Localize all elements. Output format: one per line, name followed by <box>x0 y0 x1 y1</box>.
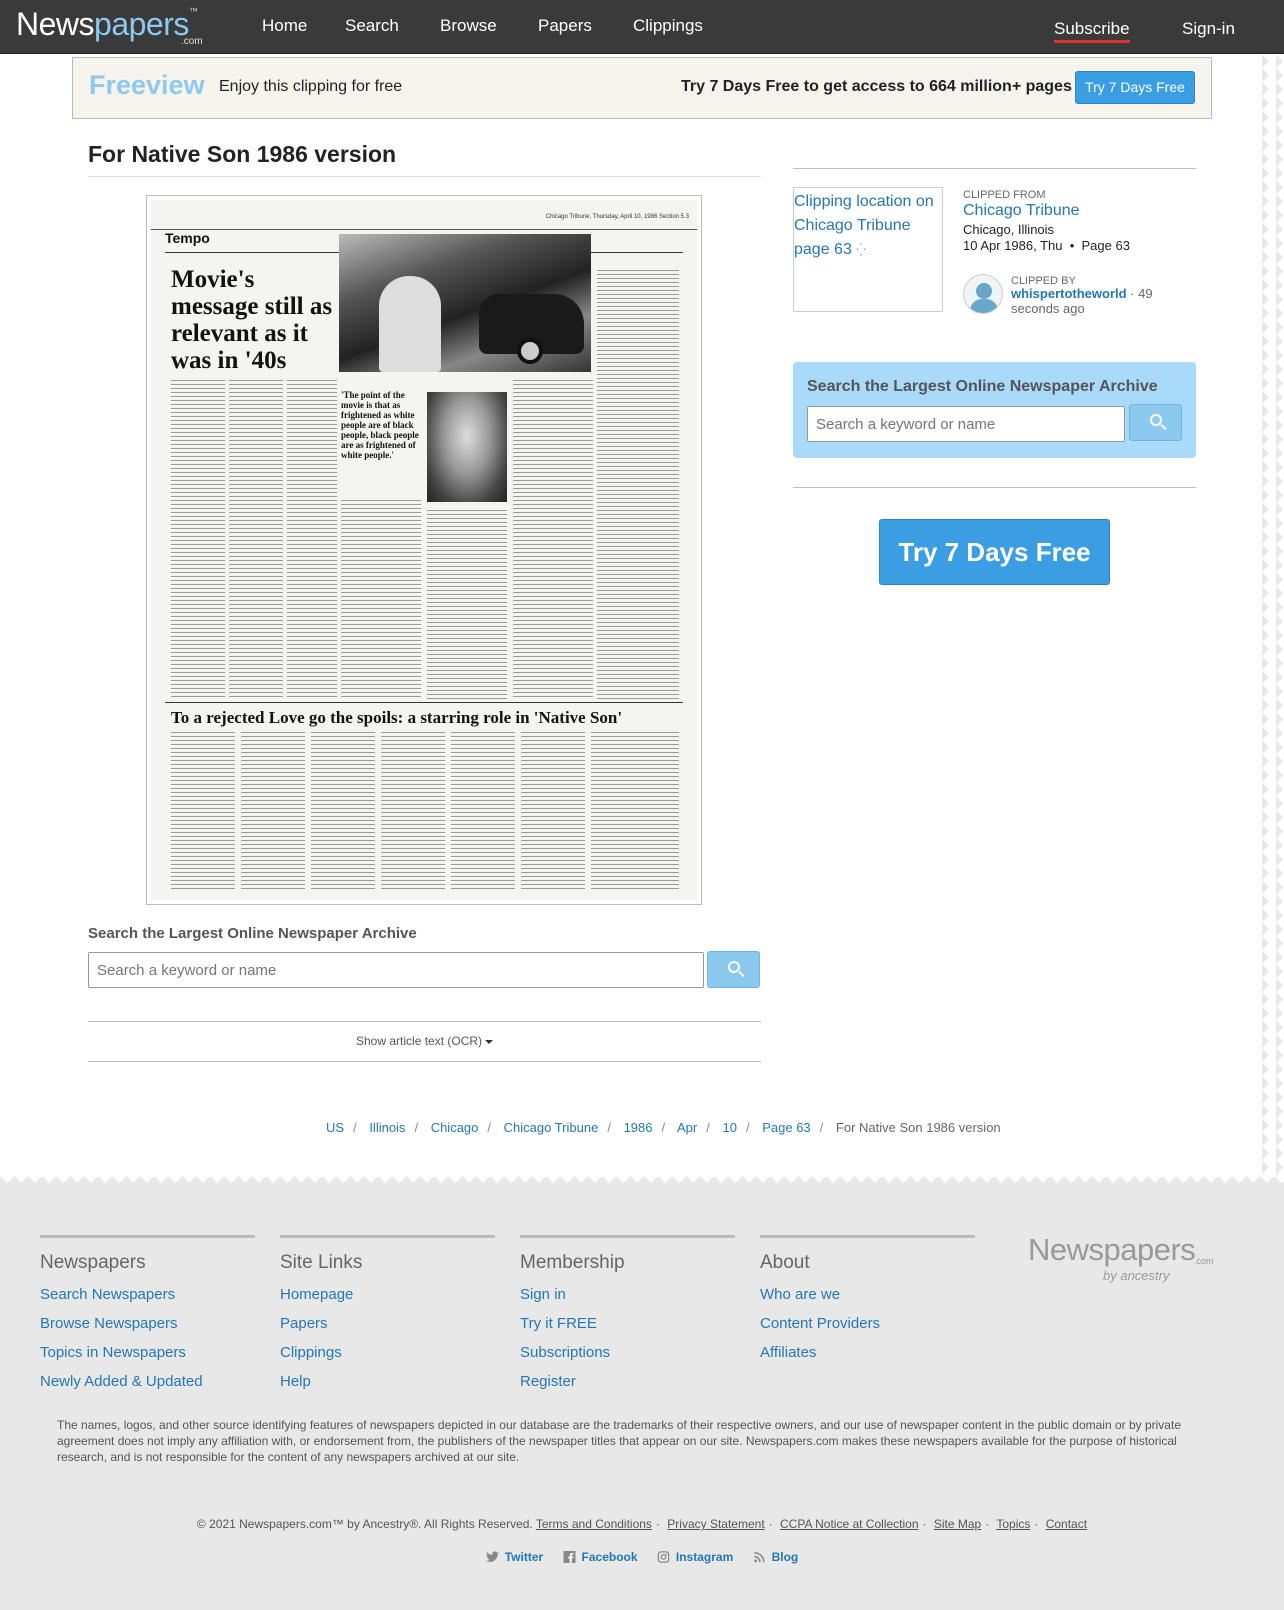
archive-search-button[interactable] <box>707 951 760 988</box>
footer-logo-dotcom: .com <box>1194 1256 1214 1266</box>
nav-browse[interactable]: Browse <box>440 16 497 35</box>
footer-link-sign-in[interactable]: Sign in <box>520 1286 566 1303</box>
footer-column-about <box>760 1235 975 1367</box>
footer-link-homepage[interactable]: Homepage <box>280 1286 354 1303</box>
paper-pull-quote: 'The point of the movie is that as frightened as white people are of black people, black people are as frightened of white people.' <box>341 390 419 460</box>
footer-disclaimer: The names, logos, and other source identifying features of newspapers depicted in our database are the trademarks of their respective owners, and our use of newspaper content in the public domain or by private agreement does not imply any affiliation with, or endorsement from, the publishers of the newspaper titles that appear on our site. Newspapers.com makes these newspapers available for the purpose of historical research, and is not responsible for the content of any newspapers archived at our site. <box>57 1418 1181 1464</box>
footer-link-help[interactable]: Help <box>280 1373 311 1390</box>
nav-signin[interactable]: Sign-in <box>1182 19 1235 38</box>
footer-column-newspapers <box>40 1235 255 1396</box>
paper-date-line: Chicago Tribune, Thursday, April 10, 1986 Section 5 3 <box>545 214 689 220</box>
footer-link-subscriptions[interactable]: Subscriptions <box>520 1344 611 1361</box>
clipped-by-info: whispertotheworld · 49 seconds ago <box>1011 286 1153 316</box>
publication-date-page: 10 Apr 1986, Thu • Page 63 <box>963 238 1130 253</box>
newspapers-logo[interactable] <box>16 6 216 46</box>
breadcrumb-current: For Native Son 1986 version <box>835 1120 1001 1135</box>
freeview-offer: Try 7 Days Free to get access to 664 million+ pages <box>681 78 1072 95</box>
social-links <box>0 1550 1284 1564</box>
footer-copyright: © 2021 Newspapers.com™ by Ancestry®. All Rights Reserved. Terms and Conditions · Privacy Statement · CCPA Notice at Collection · Site Map · Topics · Contact <box>196 1517 1088 1531</box>
ocr-divider-bottom <box>88 1061 761 1062</box>
freeview-trial-button[interactable]: Try 7 Days Free <box>1075 71 1195 104</box>
publication-link[interactable]: Chicago Tribune <box>963 202 1080 219</box>
social-instagram-label: Instagram <box>675 1550 734 1564</box>
copyright-text: © 2021 Newspapers.com™ by Ancestry®. All Rights Reserved. <box>196 1517 533 1531</box>
terms-link[interactable]: Terms and Conditions <box>535 1517 652 1531</box>
logo-word-a: News <box>16 6 95 42</box>
footer-link-search-newspapers[interactable]: Search Newspapers <box>40 1286 176 1303</box>
nav-clippings[interactable]: Clippings <box>633 16 703 35</box>
paper-header <box>151 200 697 230</box>
rss-icon <box>753 1551 766 1563</box>
footer-logo[interactable] <box>1028 1232 1228 1292</box>
clipping-location-thumbnail[interactable] <box>793 187 943 312</box>
try-free-button[interactable]: Try 7 Days Free <box>879 519 1110 585</box>
breadcrumb-chicago-tribune[interactable]: Chicago Tribune <box>503 1120 599 1135</box>
footer-link-topics[interactable]: Topics in Newspapers <box>40 1344 186 1361</box>
paper-text-column <box>427 510 507 700</box>
footer-link-newly-added[interactable]: Newly Added & Updated <box>40 1373 203 1390</box>
social-twitter[interactable] <box>486 1550 547 1564</box>
sidebar-divider-bottom <box>793 487 1196 488</box>
twitter-icon <box>486 1551 499 1563</box>
breadcrumb-us[interactable]: US <box>326 1120 345 1135</box>
social-instagram[interactable] <box>657 1550 737 1564</box>
torn-edge-right <box>1262 54 1284 1184</box>
social-twitter-label: Twitter <box>504 1550 544 1564</box>
nav-papers[interactable]: Papers <box>538 16 592 35</box>
breadcrumb-year[interactable]: 1986 <box>623 1120 653 1135</box>
logo-word-b: papers <box>94 6 189 42</box>
nav-home[interactable]: Home <box>262 16 308 35</box>
sidebar-search-label: Search the Largest Online Newspaper Archive <box>807 378 1158 395</box>
ocr-toggle[interactable] <box>356 1034 493 1048</box>
clipped-by-label: CLIPPED BY <box>1011 275 1076 287</box>
breadcrumb-illinois[interactable]: Illinois <box>369 1120 406 1135</box>
footer-link-clippings[interactable]: Clippings <box>280 1344 342 1361</box>
top-navigation <box>0 0 1284 54</box>
paper-section-name: Tempo <box>165 230 210 246</box>
paper-rule <box>165 702 683 703</box>
sitemap-link[interactable]: Site Map <box>933 1517 982 1531</box>
footer-link-content-providers[interactable]: Content Providers <box>760 1315 881 1332</box>
publication-location: Chicago, Illinois <box>963 222 1055 237</box>
search-icon <box>1150 414 1162 426</box>
sidebar-divider-top <box>793 168 1196 169</box>
ocr-toggle-label: Show article text (OCR) <box>356 1034 483 1048</box>
caret-down-icon <box>485 1040 493 1044</box>
paper-text-column <box>241 732 305 892</box>
footer-heading: Site Links <box>280 1252 363 1273</box>
footer-link-who-are-we[interactable]: Who are we <box>760 1286 841 1303</box>
paper-text-column <box>171 380 225 700</box>
instagram-icon <box>657 1551 670 1563</box>
footer-link-affiliates[interactable]: Affiliates <box>760 1344 817 1361</box>
footer-column-membership <box>520 1235 735 1396</box>
archive-search-label: Search the Largest Online Newspaper Archive <box>88 925 417 942</box>
breadcrumb-page[interactable]: Page 63 <box>762 1120 811 1135</box>
title-divider <box>88 176 761 177</box>
paper-text-column <box>287 380 337 700</box>
footer-link-try-free[interactable]: Try it FREE <box>520 1315 597 1332</box>
nav-search[interactable]: Search <box>345 16 399 35</box>
sidebar-search-button[interactable] <box>1129 404 1182 441</box>
privacy-link[interactable]: Privacy Statement <box>667 1517 765 1531</box>
archive-search-input[interactable] <box>88 952 704 988</box>
paper-text-column <box>311 732 375 892</box>
ocr-divider-top <box>88 1021 761 1022</box>
social-facebook[interactable] <box>563 1550 641 1564</box>
newspaper-page <box>151 200 697 900</box>
footer-heading: About <box>760 1252 810 1273</box>
ccpa-link[interactable]: CCPA Notice at Collection <box>780 1517 919 1531</box>
loading-spinner-icon: ⁛ <box>856 243 866 257</box>
paper-text-column <box>513 380 593 700</box>
torn-edge-bottom <box>0 1176 1284 1190</box>
paper-text-column <box>451 732 515 892</box>
contact-link[interactable]: Contact <box>1045 1517 1088 1531</box>
footer-link-register[interactable]: Register <box>520 1373 576 1390</box>
paper-text-column <box>341 500 421 700</box>
user-icon <box>976 283 992 299</box>
paper-headline-2: To a rejected Love go the spoils: a starring role in 'Native Son' <box>171 708 623 727</box>
footer-column-site-links <box>280 1235 495 1396</box>
clipped-time-ago: 49 seconds ago <box>1011 286 1153 316</box>
avatar[interactable] <box>963 274 1003 314</box>
footer-link-browse-newspapers[interactable]: Browse Newspapers <box>40 1315 178 1332</box>
footer-link-papers[interactable]: Papers <box>280 1315 328 1332</box>
clipped-by-user[interactable]: whispertotheworld <box>1011 286 1127 301</box>
freeview-banner <box>72 57 1212 119</box>
clipped-from-label: CLIPPED FROM <box>963 189 1046 201</box>
sidebar-search-input[interactable] <box>807 406 1125 442</box>
publication-date: 10 Apr 1986, Thu <box>963 238 1063 253</box>
thumbnail-alt-text: Clipping location on Chicago Tribune page 63 ⁛ <box>794 193 934 258</box>
paper-photo-portrait <box>427 392 507 502</box>
paper-text-column <box>229 380 283 700</box>
nav-subscribe[interactable]: Subscribe <box>1054 19 1130 43</box>
footer-logo-word: Newspapers <box>1028 1232 1196 1267</box>
breadcrumb-day[interactable]: 10 <box>722 1120 737 1135</box>
social-facebook-label: Facebook <box>581 1550 638 1564</box>
social-blog[interactable] <box>753 1550 799 1564</box>
social-blog-label: Blog <box>771 1550 799 1564</box>
page-title: For Native Son 1986 version <box>88 141 397 167</box>
paper-text-column <box>171 732 235 892</box>
search-icon <box>728 961 740 973</box>
paper-text-column <box>521 732 585 892</box>
breadcrumb-chicago[interactable]: Chicago <box>430 1120 479 1135</box>
footer-heading: Newspapers <box>40 1252 146 1273</box>
freeview-title: Freeview <box>89 70 205 100</box>
footer-heading: Membership <box>520 1252 625 1273</box>
freeview-subtitle: Enjoy this clipping for free <box>219 78 403 95</box>
publication-page: Page 63 <box>1081 238 1130 253</box>
paper-photo-film-set <box>339 234 591 372</box>
logo-tm: ™ <box>188 6 198 16</box>
paper-text-column <box>597 270 679 700</box>
facebook-icon <box>563 1551 576 1563</box>
ancestry-logo: by ancestry <box>1103 1268 1170 1283</box>
clipping-image[interactable] <box>146 195 702 905</box>
breadcrumb-month[interactable]: Apr <box>677 1120 698 1135</box>
breadcrumb: US / Illinois / Chicago / Chicago Tribune / 1986 / Apr / 10 / Page 63 / For Native Son 1986 version <box>326 1120 1001 1135</box>
paper-headline: Movie's message still as relevant as it was in '40s <box>171 266 333 374</box>
paper-text-column <box>381 732 445 892</box>
topics-link[interactable]: Topics <box>996 1517 1031 1531</box>
paper-text-column <box>591 732 679 892</box>
logo-dotcom: .com <box>181 36 203 47</box>
